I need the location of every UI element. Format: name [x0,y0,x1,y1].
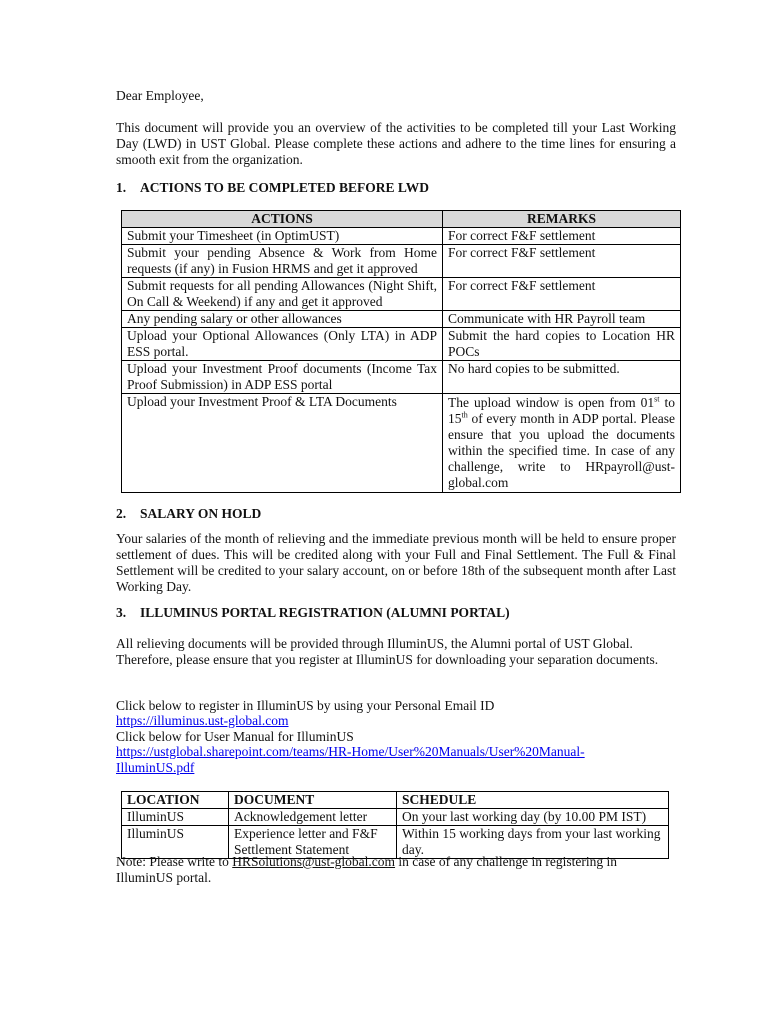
remark-cell: For correct F&F settlement [443,245,681,278]
note-paragraph [116,854,676,886]
section1-title: ACTIONS TO BE COMPLETED BEFORE LWD [140,180,429,195]
note-prefix: Note: Please write to [116,854,233,869]
register-link[interactable]: https://illuminus.ust-global.com [116,713,289,728]
location-header: LOCATION [122,792,229,809]
location-cell: IlluminUS [122,809,229,826]
remark-sup-st: st [654,394,660,404]
action-cell: Upload your Investment Proof documents (Income Tax Proof Submission) in ADP ESS portal [122,361,443,394]
action-cell: Submit your Timesheet (in OptimUST) [122,228,443,245]
section3-heading [116,605,676,621]
table-row [122,361,681,394]
manual-link[interactable] [116,744,585,775]
action-cell: Upload your Optional Allowances (Only LTA) in ADP ESS portal. [122,328,443,361]
manual-link-part1: https://ustglobal.sharepoint.com/teams/HR-Home/User%20Manuals/User%20Manual- [116,744,585,759]
intro-paragraph: This document will provide you an overview of the activities to be completed till your Last Working Day (LWD) in UST Global. Please complete these actions and adhere to the time lines for ensuring a smooth exit from the organization. [116,120,676,167]
section3-body: All relieving documents will be provided through IlluminUS, the Alumni portal of UST Global. Therefore, please ensure that you register at IlluminUS for downloading your separation documents. [116,636,659,667]
document-header: DOCUMENT [229,792,397,809]
section1-number: 1. [116,180,127,195]
action-cell: Any pending salary or other allowances [122,311,443,328]
remark-cell: Communicate with HR Payroll team [443,311,681,328]
schedule-cell: Within 15 working days from your last working day. [397,826,669,859]
actions-header-row [122,211,681,228]
table-row [122,809,669,826]
table-row [122,328,681,361]
table-row [122,278,681,311]
note-suffix: in case of any challenge in registering in IlluminUS portal. [116,854,617,885]
section1-heading [116,180,676,196]
table-row [122,394,681,493]
manual-instruction: Click below for User Manual for IlluminUS [116,729,354,744]
section3-number: 3. [116,605,127,620]
table-row [122,228,681,245]
register-link-line [116,713,676,729]
manual-link-line [116,744,676,776]
section2-body: Your salaries of the month of relieving and the immediate previous month will be held to ensure proper settlement of dues. This will be credited along with your Full and Final Settlement. The Full & Final Settlement will be credited to your salary account, on or before 18th of the subsequent month after Last Working Day. [116,531,676,594]
location-cell: IlluminUS [122,826,229,859]
document-cell: Acknowledgement letter [229,809,397,826]
section2-title: SALARY ON HOLD [140,506,262,521]
table-row [122,245,681,278]
hr-solutions-email-link[interactable]: HRSolutions@ust-global.com [232,854,396,869]
remark-cell: No hard copies to be submitted. [443,361,681,394]
table-row [122,311,681,328]
section3-title: ILLUMINUS PORTAL REGISTRATION (ALUMNI PORTAL) [140,605,510,620]
remark-text-c: of every month in ADP portal. Please ensure that you upload the documents within the specified time. In case of any challenge, write to HRpayroll@ust-global.com [448,411,675,490]
action-cell: Upload your Investment Proof & LTA Documents [122,394,443,493]
section2-number: 2. [116,506,127,521]
remark-cell [443,394,681,493]
schedule-header: SCHEDULE [397,792,669,809]
remark-cell: Submit the hard copies to Location HR POCs [443,328,681,361]
remark-text-a: The upload window is open from 01 [448,395,655,410]
documents-table [121,791,669,859]
greeting: Dear Employee, [116,88,204,103]
section2-heading [116,506,676,522]
action-cell: Submit your pending Absence & Work from Home requests (if any) in Fusion HRMS and get it approved [122,245,443,278]
manual-link-part2: IlluminUS.pdf [116,760,195,775]
actions-header: ACTIONS [122,211,443,228]
remark-text-b: to 15 [448,395,675,426]
remarks-header: REMARKS [443,211,681,228]
document-cell: Experience letter and F&F Settlement Statement [229,826,397,859]
remark-cell: For correct F&F settlement [443,228,681,245]
schedule-cell: On your last working day (by 10.00 PM IST) [397,809,669,826]
register-instruction: Click below to register in IlluminUS by using your Personal Email ID [116,698,495,713]
remark-cell: For correct F&F settlement [443,278,681,311]
remark-sup-th: th [461,410,468,420]
documents-header-row [122,792,669,809]
action-cell: Submit requests for all pending Allowances (Night Shift, On Call & Weekend) if any and get it approved [122,278,443,311]
actions-table [121,210,681,493]
